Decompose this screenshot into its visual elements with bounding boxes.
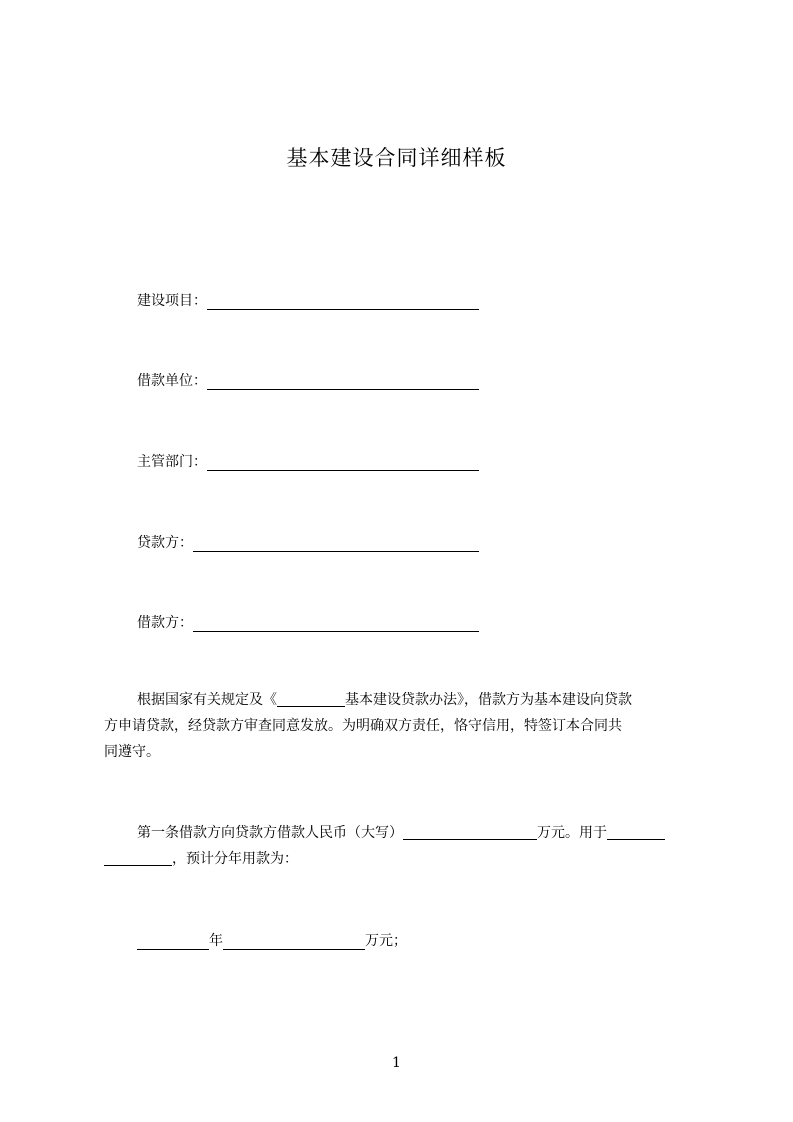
field-label: 贷款方：	[137, 535, 193, 551]
field-supervising-department	[137, 449, 479, 471]
borrower-blank[interactable]	[193, 615, 479, 632]
field-construction-project	[137, 288, 479, 310]
preamble-paragraph	[104, 687, 704, 765]
annual-amount-blank[interactable]	[223, 933, 365, 950]
article-1-line-1: 第一条借款方向贷款方借款人民币（大写） 万元。用于	[104, 820, 704, 846]
construction-project-blank[interactable]	[207, 293, 479, 310]
lender-blank[interactable]	[193, 535, 479, 552]
page-number: 1	[392, 1055, 401, 1071]
article-1-line-2: ，预计分年用款为：	[104, 846, 704, 872]
field-label: 借款单位：	[137, 373, 207, 389]
supervising-department-blank[interactable]	[207, 454, 479, 471]
year-blank[interactable]	[137, 933, 209, 950]
field-lender	[137, 530, 479, 552]
field-label: 建设项目：	[137, 293, 207, 309]
preamble-line-2: 方申请贷款，经贷款方审查同意发放。为明确双方责任，恪守信用，特签订本合同共	[104, 718, 622, 734]
field-label: 借款方：	[137, 615, 193, 631]
loan-purpose-blank[interactable]	[607, 823, 665, 840]
field-borrower	[137, 610, 479, 632]
loan-purpose-blank-continued[interactable]	[104, 849, 172, 866]
preamble-line-1: 根据国家有关规定及《 基本建设贷款办法》，借款方为基本建设向贷款	[137, 692, 632, 708]
regulation-name-blank[interactable]	[277, 690, 345, 707]
borrower-unit-blank[interactable]	[207, 373, 479, 390]
amount-label: 万元；	[365, 933, 407, 949]
loan-amount-blank[interactable]	[403, 823, 537, 840]
field-borrower-unit	[137, 368, 479, 390]
document-title: 基本建设合同详细样板	[286, 146, 507, 170]
year-label: 年	[209, 933, 223, 949]
field-label: 主管部门：	[137, 454, 207, 470]
article-1-paragraph	[104, 820, 704, 872]
preamble-line-3: 同遵守。	[104, 744, 160, 760]
annual-usage-line	[137, 928, 407, 950]
